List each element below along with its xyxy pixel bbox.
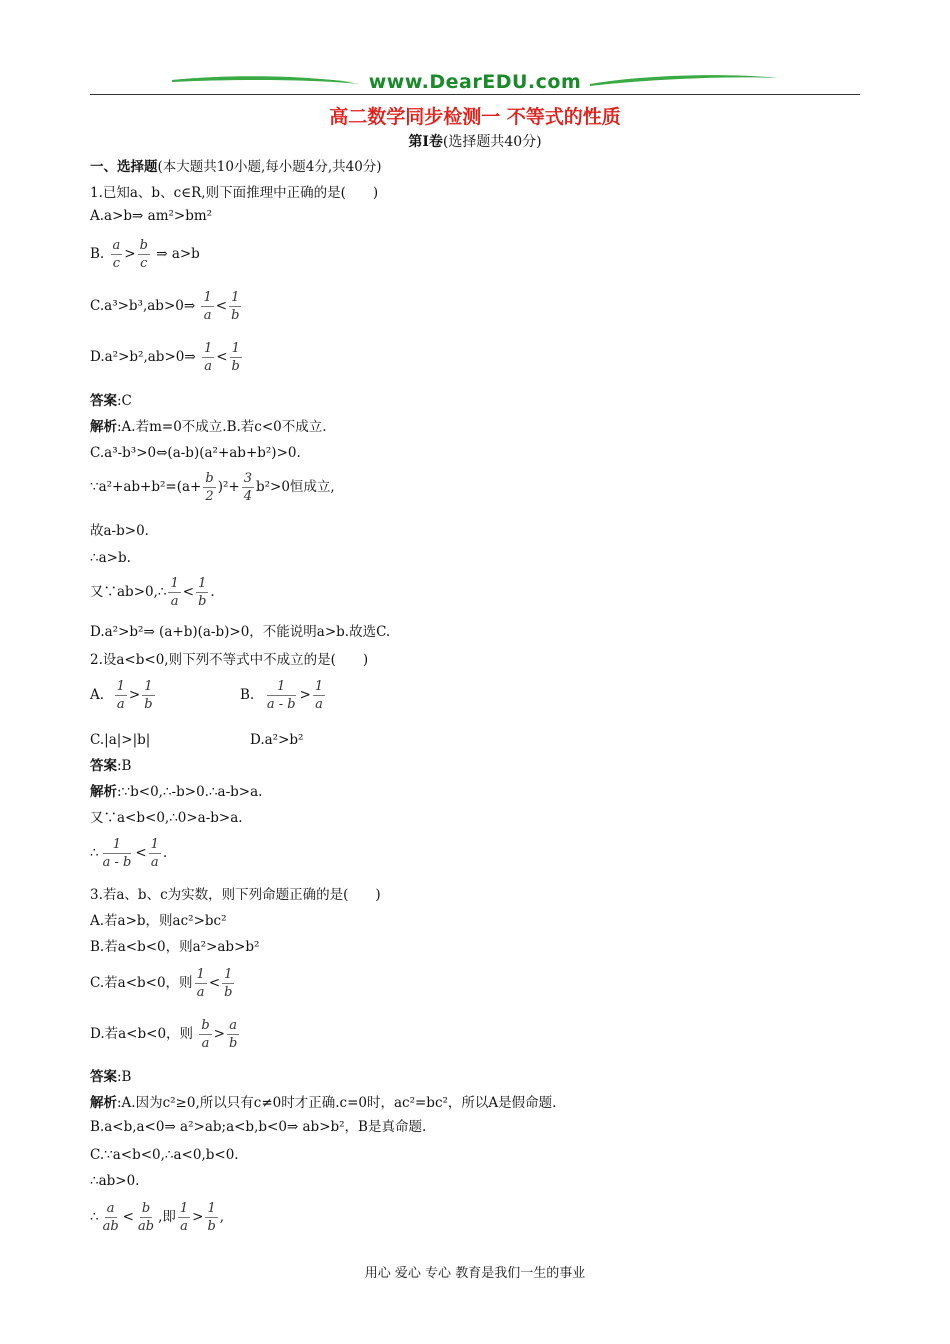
q2-analysis-line: 又∵a<b<0,∴0>a-b>a. — [90, 810, 243, 826]
q2-option-c: C.|a|>|b| — [90, 732, 151, 748]
logo-text: www.DearEDU.com — [368, 71, 582, 93]
q3-analysis-line: C.∵a<b<0,∴a<0,b<0. — [90, 1147, 239, 1163]
q2-stem: 2.设a<b<0,则下列不等式中不成立的是( ) — [90, 652, 369, 668]
q1-option-c: C.a³>b³,ab>0⇒ $\frac{1}{a}$ < $\frac{1}{b}$ — [90, 290, 240, 323]
q3-option-a: A.若a>b，则ac²>bc² — [90, 913, 227, 929]
q3-answer: 答案:B — [90, 1069, 132, 1085]
q3-analysis: 解析:A.因为c²≥0,所以只有c≠0时才正确.c=0时，ac²=bc²，所以A是假命题. — [90, 1095, 557, 1111]
q2-option-b: B. $\frac{1}{a - b}$ > $\frac{1}{a}$ — [240, 679, 324, 712]
q3-analysis-line: B.a<b,a<0⇒ a²>ab;a<b,b<0⇒ ab>b²，B是真命题. — [90, 1119, 427, 1135]
q1-option-b: B. $\frac{a}{c}$ > $\frac{b}{c}$ ⇒ a>b — [90, 238, 200, 271]
q1-analysis: 解析:A.若m=0不成立.B.若c<0不成立. — [90, 419, 327, 435]
page-footer: 用心 爱心 专心 教育是我们一生的事业 — [364, 1266, 586, 1281]
section-heading: 一、选择题(本大题共10小题,每小题4分,共40分) — [90, 159, 382, 175]
q1-option-a: A.a>b⇒ am²>bm² — [90, 208, 213, 224]
q2-analysis: 解析:∵b<0,∴-b>0.∴a-b>a. — [90, 784, 263, 800]
q1-option-d: D.a²>b²,ab>0⇒ $\frac{1}{a}$ < $\frac{1}{b}$ — [90, 341, 240, 374]
header-logo — [170, 70, 780, 96]
q3-analysis-line: ∴ab>0. — [90, 1173, 140, 1189]
q1-stem: 1.已知a、b、c∈R,则下面推理中正确的是( ) — [90, 185, 379, 201]
q3-stem: 3.若a、b、c为实数，则下列命题正确的是( ) — [90, 887, 381, 903]
q3-option-c: C.若a<b<0，则 $\frac{1}{a}$ < $\frac{1}{b}$ — [90, 967, 233, 1000]
q1-analysis-line: ∵a²+ab+b²=(a+ $\frac{b}{2}$ )²+ $\frac{3}{4}$ b²>0恒成立, — [90, 471, 335, 504]
q3-analysis-line: ∴ $\frac{a}{ab}$ < $\frac{b}{ab}$ ,即 $\frac{1}{a}$ > $\frac{1}{b}$ , — [90, 1201, 225, 1234]
q1-analysis-line: C.a³-b³>0⇔(a-b)(a²+ab+b²)>0. — [90, 445, 301, 461]
q2-analysis-line: ∴ $\frac{1}{a - b}$ < $\frac{1}{a}$ . — [90, 837, 168, 870]
header-rule — [90, 94, 860, 95]
q2-answer: 答案:B — [90, 758, 132, 774]
q1-analysis-line: D.a²>b²⇒ (a+b)(a-b)>0，不能说明a>b.故选C. — [90, 624, 391, 640]
q1-analysis-line: 故a-b>0. — [90, 523, 149, 539]
q2-option-a: A. $\frac{1}{a}$ > $\frac{1}{b}$ — [90, 679, 153, 712]
page-subtitle: 第Ⅰ卷(选择题共40分) — [408, 134, 542, 150]
q3-option-b: B.若a<b<0，则a²>ab>b² — [90, 939, 260, 955]
page-title: 高二数学同步检测一 不等式的性质 — [329, 106, 621, 128]
q1-answer: 答案:C — [90, 393, 132, 409]
q1-analysis-line: ∴a>b. — [90, 550, 131, 566]
q1-analysis-line: 又∵ab>0,∴ $\frac{1}{a}$ < $\frac{1}{b}$ . — [90, 576, 215, 609]
q3-option-d: D.若a<b<0，则 $\frac{b}{a}$ > $\frac{a}{b}$ — [90, 1018, 238, 1051]
q2-option-d: D.a²>b² — [250, 732, 304, 748]
